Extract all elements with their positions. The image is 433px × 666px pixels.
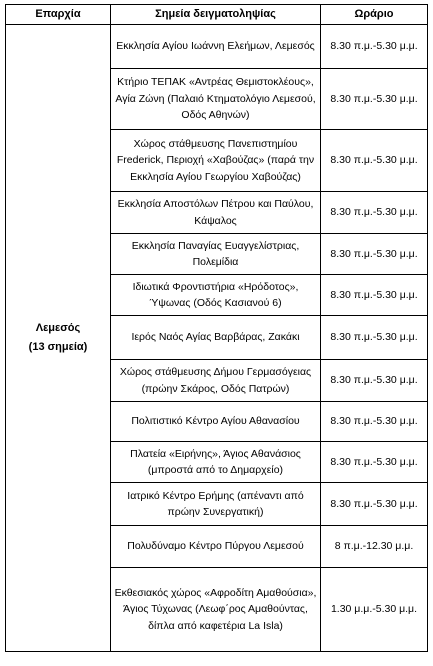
site-cell: Εκθεσιακός χώρος «Αφροδίτη Αμαθούσια», Άγιος Τύχωνας (Λεωφ΄ρος Αμαθούντας, δίπλα από καφετέρια La Isla) bbox=[111, 568, 321, 652]
hours-cell: 8.30 π.μ.-5.30 μ.μ. bbox=[321, 192, 428, 234]
sampling-schedule-table bbox=[5, 4, 428, 652]
site-cell: Ιερός Ναός Αγίας Βαρβάρας, Ζακάκι bbox=[111, 316, 321, 360]
hours-cell: 8.30 π.μ.-5.30 μ.μ. bbox=[321, 442, 428, 483]
site-cell: Χώρος στάθμευσης Δήμου Γερμασόγειας (πρώην Σκάρος, Οδός Πατρών) bbox=[111, 360, 321, 402]
hours-cell: 8.30 π.μ.-5.30 μ.μ. bbox=[321, 316, 428, 360]
site-cell: Ιδιωτικά Φροντιστήρια «Ηρόδοτος», Ύψωνας (Οδός Κασιανού 6) bbox=[111, 275, 321, 316]
site-cell: Εκκλησία Αγίου Ιωάννη Ελεήμων, Λεμεσός bbox=[111, 25, 321, 69]
site-cell: Κτήριο ΤΕΠΑΚ «Αντρέας Θεμιστοκλέους», Αγία Ζώνη (Παλαιό Κτηματολόγιο Λεμεσού, Οδός Αθηνών) bbox=[111, 69, 321, 130]
hours-cell: 8.30 π.μ.-5.30 μ.μ. bbox=[321, 402, 428, 442]
hours-cell: 8.30 π.μ.-5.30 μ.μ. bbox=[321, 275, 428, 316]
hours-cell: 8.30 π.μ.-5.30 μ.μ. bbox=[321, 483, 428, 526]
site-cell: Χώρος στάθμευσης Πανεπιστημίου Frederick, Περιοχή «Χαβούζας» (παρά την Εκκλησία Αγίου Γεωργίου Χαβούζας) bbox=[111, 130, 321, 192]
site-cell: Εκκλησία Αποστόλων Πέτρου και Παύλου, Κάψαλος bbox=[111, 192, 321, 234]
hours-cell: 8 π.μ.-12.30 μ.μ. bbox=[321, 526, 428, 568]
hours-cell: 8.30 π.μ.-5.30 μ.μ. bbox=[321, 69, 428, 130]
header-sites: Σημεία δειγματοληψίας bbox=[111, 5, 321, 25]
hours-cell: 8.30 π.μ.-5.30 μ.μ. bbox=[321, 25, 428, 69]
hours-cell: 1.30 μ.μ.-5.30 μ.μ. bbox=[321, 568, 428, 652]
site-cell: Πολυδύναμο Κέντρο Πύργου Λεμεσού bbox=[111, 526, 321, 568]
hours-cell: 8.30 π.μ.-5.30 μ.μ. bbox=[321, 234, 428, 275]
table-row bbox=[6, 25, 428, 69]
header-province: Επαρχία bbox=[6, 5, 111, 25]
site-cell: Ιατρικό Κέντρο Ερήμης (απέναντι από πρώην Συνεργατική) bbox=[111, 483, 321, 526]
site-cell: Πολιτιστικό Κέντρο Αγίου Αθανασίου bbox=[111, 402, 321, 442]
province-count: (13 σημεία) bbox=[28, 341, 88, 353]
province-cell bbox=[6, 25, 111, 652]
site-cell: Εκκλησία Παναγίας Ευαγγελίστριας, Πολεμίδια bbox=[111, 234, 321, 275]
header-hours: Ωράριο bbox=[321, 5, 428, 25]
site-cell: Πλατεία «Ειρήνης», Άγιος Αθανάσιος (μπροστά από το Δημαρχείο) bbox=[111, 442, 321, 483]
hours-cell: 8.30 π.μ.-5.30 μ.μ. bbox=[321, 130, 428, 192]
province-name: Λεμεσός bbox=[35, 322, 81, 334]
hours-cell: 8.30 π.μ.-5.30 μ.μ. bbox=[321, 360, 428, 402]
header-row bbox=[6, 5, 428, 25]
